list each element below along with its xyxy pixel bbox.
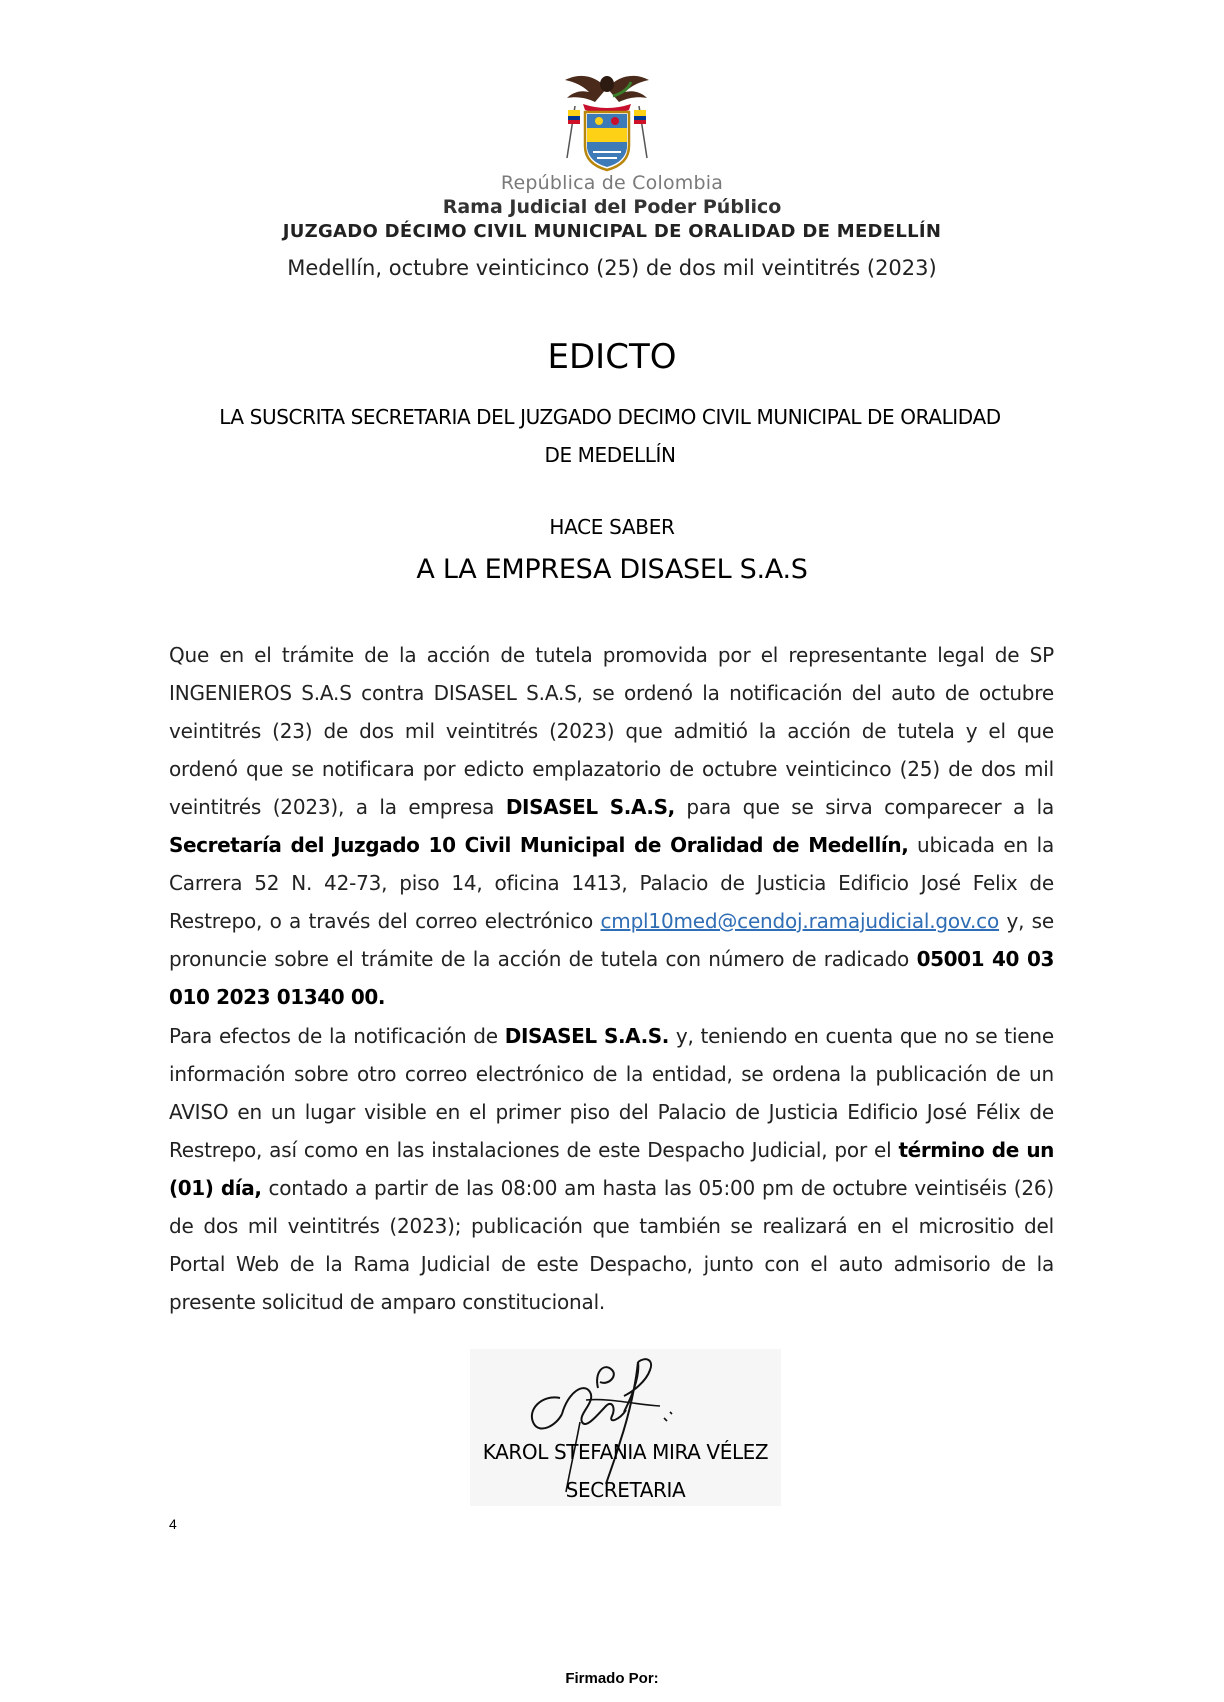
text-run: Para efectos de la notificación de: [169, 1024, 505, 1048]
text-run: y, teniendo en cuenta que no se tiene información sobre otro correo electrónico de la entidad, se ordena la publicación de un AVISO en un lugar visible en el primer piso del Palacio de Justicia Edificio José Félix de Restrepo, así como en las instalaciones de este Despacho Judicial, por el: [169, 1024, 1054, 1162]
bold-radicado: 05001 40 03 010 2023 01340 00.: [169, 947, 1054, 1009]
document-date: Medellín, octubre veinticinco (25) de dos mil veintitrés (2023): [287, 256, 937, 280]
signer-role: SECRETARIA: [565, 1478, 686, 1502]
republica-heading: República de Colombia: [500, 172, 724, 194]
page-number: 4: [169, 1516, 177, 1532]
bold-company: DISASEL S.A.S.: [504, 1024, 670, 1048]
text-run: para que se sirva comparecer a la: [674, 795, 1055, 819]
firmado-por-label: Firmado Por:: [565, 1670, 659, 1687]
text-run: ubicada en la Carrera 52 N. 42-73, piso 14, oficina 1413, Palacio de Justicia Edificio José Felix de Restrepo, o a través del correo electrónico: [169, 833, 1054, 933]
bold-company: DISASEL S.A.S,: [505, 795, 675, 819]
rama-judicial-heading: Rama Judicial del Poder Público: [442, 196, 782, 218]
email-link[interactable]: cmpl10med@cendoj.ramajudicial.gov.co: [600, 909, 999, 933]
text-run: Que en el trámite de la acción de tutela promovida por el representante legal de SP INGENIEROS S.A.S contra DISASEL S.A.S, se ordenó la notificación del auto de octubre veintitrés (23) de dos mil veintitrés (2023) que admitió la acción de tutela y el que ordenó que se notificara por edicto emplazatorio de octubre veinticinco (25) de dos mil veintitrés (2023), a la empresa: [169, 643, 1054, 819]
document-title: EDICTO: [547, 337, 677, 377]
hace-saber-heading: HACE SABER: [549, 515, 675, 539]
bold-secretaria: Secretaría del Juzgado 10 Civil Municipal de Oralidad de Medellín,: [169, 833, 909, 857]
paragraph-publicacion: [169, 1017, 1054, 1321]
empresa-heading: A LA EMPRESA DISASEL S.A.S: [416, 554, 808, 585]
document-subtitle: LA SUSCRITA SECRETARIA DEL JUZGADO DECIMO CIVIL MUNICIPAL DE ORALIDAD DE MEDELLÍN: [219, 405, 1001, 467]
paragraph-notificacion: [169, 636, 1054, 1016]
text-run: y, se pronuncie sobre el trámite de la acción de tutela con número de radicado: [169, 909, 1054, 971]
colombia-coat-of-arms-icon: [557, 66, 657, 172]
juzgado-heading: JUZGADO DÉCIMO CIVIL MUNICIPAL DE ORALIDAD DE MEDELLÍN: [282, 221, 942, 242]
text-run: contado a partir de las 08:00 am hasta las 05:00 pm de octubre veintiséis (26) de dos mil veintitrés (2023); publicación que también se realizará en el micrositio del Portal Web de la Rama Judicial de este Despacho, junto con el auto admisorio de la presente solicitud de amparo constitucional.: [169, 1176, 1054, 1314]
signer-name: KAROL STEFANIA MIRA VÉLEZ: [482, 1440, 769, 1464]
bold-termino: término de un (01) día,: [169, 1138, 1054, 1200]
